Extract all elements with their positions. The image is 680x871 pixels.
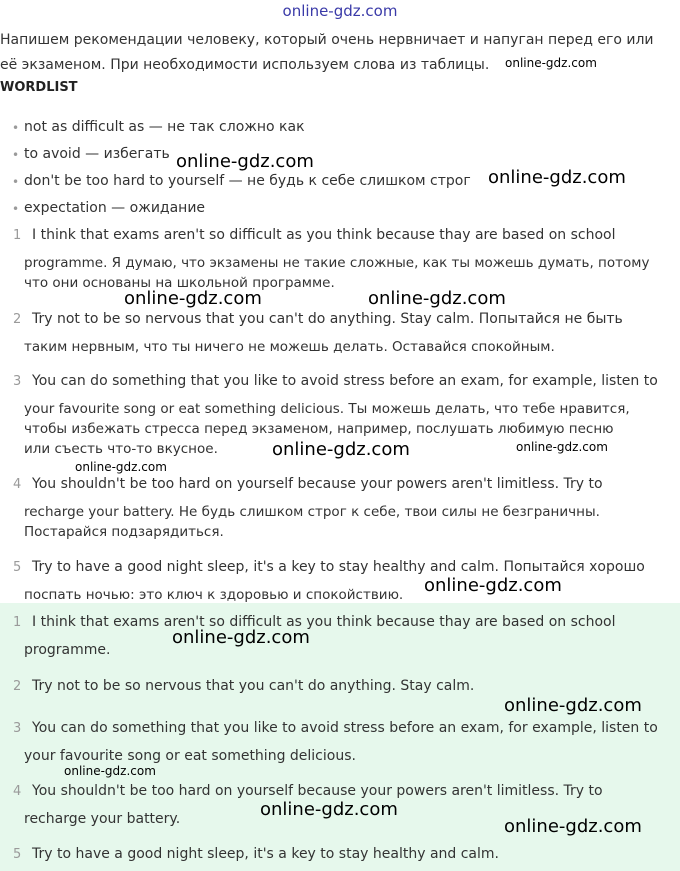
wordlist-title: WORDLIST [0, 80, 78, 95]
answer-number: 2 [13, 679, 22, 694]
answer-number: 3 [13, 374, 22, 389]
answer-line: your favourite song or eat something delicious. Ты можешь делать, что тебе нравится, [24, 401, 630, 417]
bullet-icon: • [12, 202, 20, 216]
answer-line: что они основаны на школьной программе. [24, 275, 335, 291]
watermark: online-gdz.com [505, 56, 597, 70]
answer-number: 5 [13, 560, 22, 575]
answer-line: You can do something that you like to avoid stress before an exam, for example, listen to [32, 373, 658, 389]
answer-line: поспать ночью: это ключ к здоровью и спокойствию. [24, 587, 404, 603]
answer-number: 5 [13, 847, 22, 862]
answer-line: You shouldn't be too hard on yourself because your powers aren't limitless. Try to [32, 476, 603, 492]
answer-number: 1 [13, 228, 22, 243]
watermark: online-gdz.com [75, 460, 167, 474]
answer-number: 1 [13, 615, 22, 630]
bullet-icon: • [12, 148, 20, 162]
answer-line: recharge your battery. Не будь слишком строг к себе, твои силы не безграничны. [24, 504, 600, 520]
bullet-icon: • [12, 175, 20, 189]
answer-number: 3 [13, 721, 22, 736]
wordlist-item: to avoid — избегать [24, 146, 170, 162]
answer-number: 4 [13, 784, 22, 799]
answer-line: You shouldn't be too hard on yourself because your powers aren't limitless. Try to [32, 783, 603, 799]
answer-line: programme. Я думаю, что экзамены не такие сложные, как ты можешь думать, потому [24, 255, 650, 271]
watermark: online-gdz.com [172, 627, 310, 648]
answer-line: Try not to be so nervous that you can't do anything. Stay calm. [32, 678, 475, 694]
watermark: online-gdz.com [504, 816, 642, 837]
watermark: online-gdz.com [504, 695, 642, 716]
watermark: online-gdz.com [424, 575, 562, 596]
answer-line: Постарайся подзарядиться. [24, 524, 224, 540]
answer-line: чтобы избежать стресса перед экзаменом, например, послушать любимую песню [24, 421, 614, 437]
watermark: online-gdz.com [488, 167, 626, 188]
watermark: online-gdz.com [64, 764, 156, 778]
task-intro-line-2: её экзаменом. При необходимости используем слова из таблицы. [0, 57, 490, 73]
answer-number: 2 [13, 312, 22, 327]
answer-line: таким нервным, что ты ничего не можешь делать. Оставайся спокойным. [24, 339, 555, 355]
watermark: online-gdz.com [272, 439, 410, 460]
answer-line: Try to have a good night sleep, it's a key to stay healthy and calm. [32, 846, 499, 862]
answer-line: I think that exams aren't so difficult as you think because thay are based on school [32, 614, 616, 630]
answer-line: I think that exams aren't so difficult as you think because thay are based on school [32, 227, 616, 243]
wordlist-item: not as difficult as — не так сложно как [24, 119, 305, 135]
watermark: online-gdz.com [124, 288, 262, 309]
answer-number: 4 [13, 477, 22, 492]
answer-line: You can do something that you like to avoid stress before an exam, for example, listen to [32, 720, 658, 736]
watermark: online-gdz.com [260, 799, 398, 820]
wordlist-item: don't be too hard to yourself — не будь к себе слишком строг [24, 173, 471, 189]
task-intro-line-1: Напишем рекомендации человеку, который очень нервничает и напуган перед его или [0, 32, 654, 48]
answer-line: programme. [24, 642, 111, 658]
answer-line: recharge your battery. [24, 811, 181, 827]
watermark: online-gdz.com [176, 151, 314, 172]
answer-line: Try to have a good night sleep, it's a key to stay healthy and calm. Попытайся хорошо [32, 559, 645, 575]
site-header-watermark: online-gdz.com [282, 2, 398, 20]
answer-line: Try not to be so nervous that you can't do anything. Stay calm. Попытайся не быть [32, 311, 623, 327]
answer-line: your favourite song or eat something delicious. [24, 748, 356, 764]
answer-line: или съесть что-то вкусное. [24, 441, 218, 457]
wordlist-item: expectation — ожидание [24, 200, 206, 216]
watermark: online-gdz.com [516, 440, 608, 454]
bullet-icon: • [12, 121, 20, 135]
watermark: online-gdz.com [368, 288, 506, 309]
